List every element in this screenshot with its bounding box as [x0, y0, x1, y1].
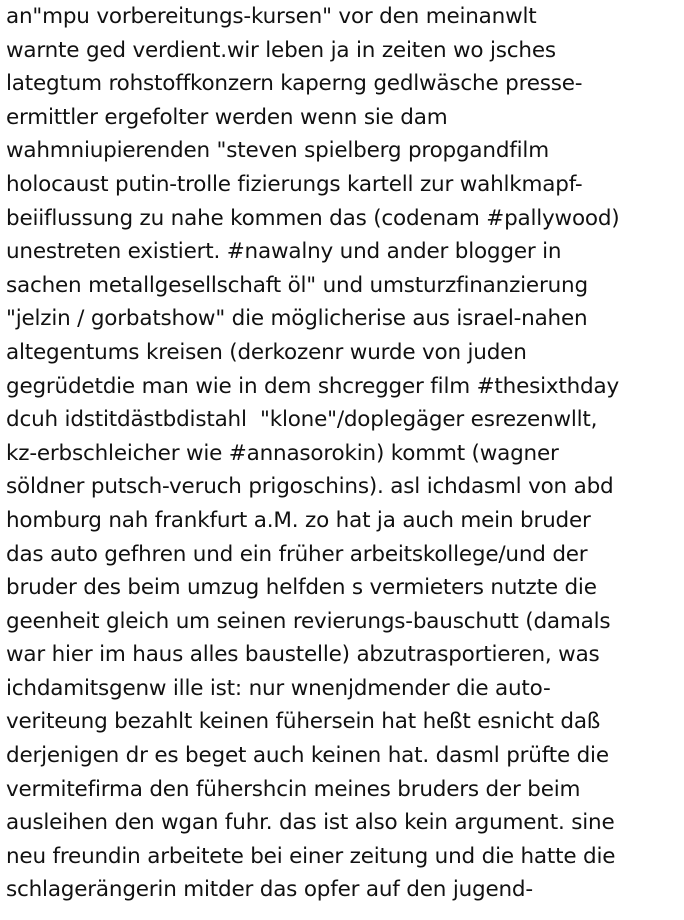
text-line: dcuh idstitdästbdistahl "klone"/doplegäger esrezenwllt,	[6, 407, 598, 433]
text-line: vermitefirma den fühershcin meines bruders der beim	[6, 776, 581, 802]
text-line: homburg nah frankfurt a.M. zo hat ja auch mein bruder	[6, 507, 591, 533]
text-line: holocaust putin-trolle fizierungs kartell zur wahlkmapf-	[6, 171, 583, 197]
text-line: ichdamitsgenw ille ist: nur wnenjdmender die auto-	[6, 675, 551, 701]
text-line: wahmniupierenden "steven spielberg propgandfilm	[6, 138, 549, 164]
text-line: gegrüdetdie man wie in dem shcregger film #thesixthday	[6, 373, 619, 399]
text-line: kz-erbschleicher wie #annasorokin) kommt (wagner	[6, 440, 559, 466]
text-line: neu freundin arbeitete bei einer zeitung und die hatte die	[6, 843, 616, 869]
text-line: war hier im haus alles baustelle) abzutrasportieren, was	[6, 642, 600, 668]
text-line: beiiflussung zu nahe kommen das (codenam #pallywood)	[6, 205, 620, 231]
text-line: unestreten existiert. #nawalny und ander blogger in	[6, 239, 562, 265]
text-line: geenheit gleich um seinen revierungs-bauschutt (damals	[6, 608, 611, 634]
text-line: an"mpu vorbereitungs-kursen" vor den meinanwlt	[6, 4, 537, 29]
text-line: das auto gefhren und ein früher arbeitskollege/und der	[6, 541, 588, 567]
document-text	[6, 0, 682, 907]
text-line: derjenigen dr es beget auch keinen hat. dasml prüfte die	[6, 743, 609, 769]
text-line: ausleihen den wgan fuhr. das ist also kein argument. sine	[6, 810, 615, 836]
text-line: altegentums kreisen (derkozenr wurde von juden	[6, 339, 527, 365]
text-line: "jelzin / gorbatshow" die möglicherise aus israel-nahen	[6, 306, 588, 332]
text-line: ermittler ergefolter werden wenn sie dam	[6, 104, 448, 130]
text-line: schlagerängerin mitder das opfer auf den jugend-	[6, 877, 533, 903]
text-line: söldner putsch-veruch prigoschins). asl ichdasml von abd	[6, 474, 614, 500]
text-line: lategtum rohstoffkonzern kaperng gedlwäsche presse-	[6, 71, 583, 97]
text-line: warnte ged verdient.wir leben ja in zeiten wo jsches	[6, 37, 556, 63]
text-line: sachen metallgesellschaft öl" und umsturzfinanzierung	[6, 272, 588, 298]
text-line: veriteung bezahlt keinen fühersein hat heßt esnicht daß	[6, 709, 601, 735]
text-line: bruder des beim umzug helfden s vermieters nutzte die	[6, 575, 597, 601]
